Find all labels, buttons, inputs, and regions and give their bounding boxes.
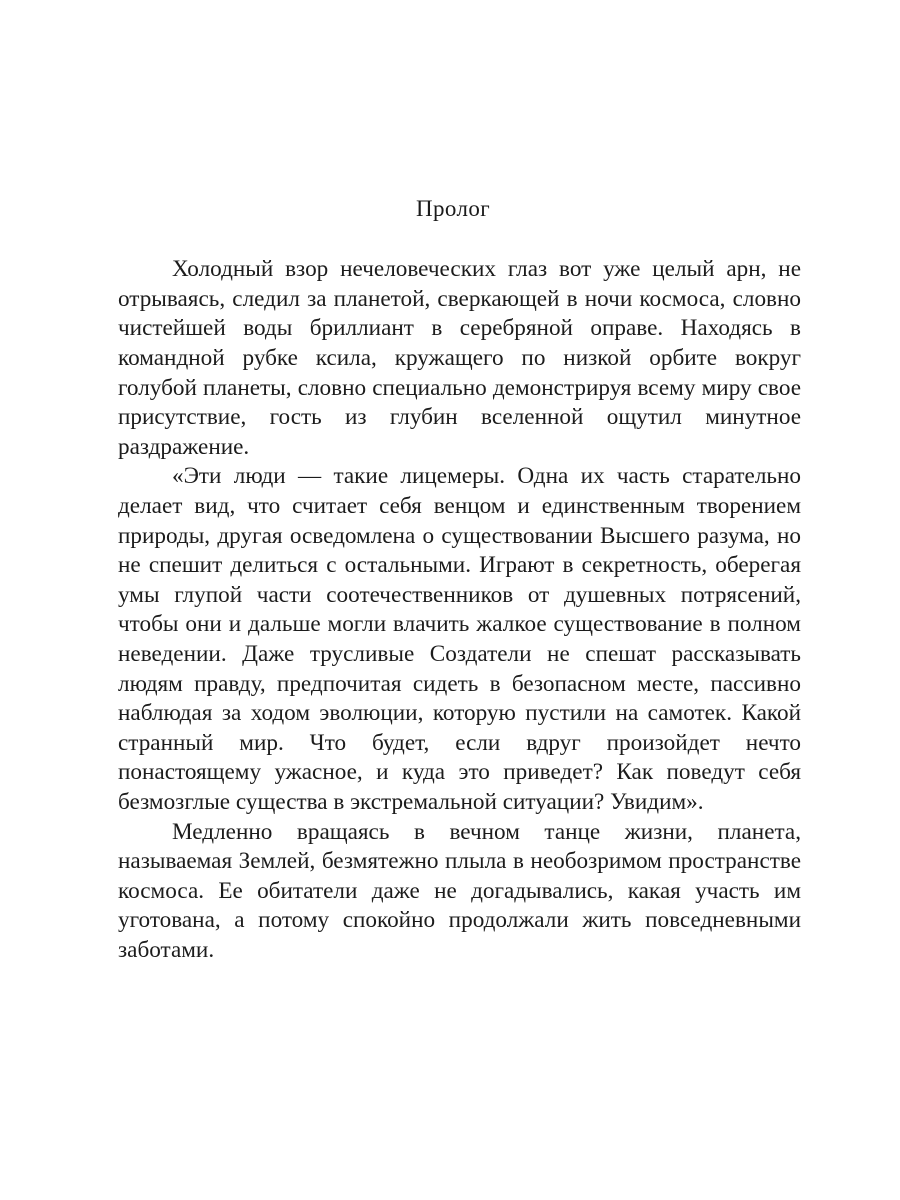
paragraph-1: Холодный взор нечеловеческих глаз вот уже целый арн, не отрываясь, следил за планетой, сверкающей в ночи космоса, словно чистейшей воды бриллиант в серебряной оправе. Находясь в командной рубке ксила, кружащего по низкой орбите вокруг голубой планеты, словно специально демонстрируя всему миру свое присутствие, гость из глубин вселенной ощутил минутное раздражение. [118, 256, 801, 460]
paragraph-3: Медленно вращаясь в вечном танце жизни, планета, называемая Землей, безмятежно плыла в необозримом пространстве космоса. Ее обитатели даже не догадывались, какая участь им уготована, а потому спокойно продолжали жить повседневными заботами. [118, 818, 801, 963]
paragraph-2: «Эти люди — такие лицемеры. Одна их часть старательно делает вид, что считает себя венцом и единственным творением природы, другая осведомлена о существовании Высшего разума, но не спешит делиться с остальными. Играют в секретность, оберегая умы глупой части соотечественников от душевных потрясений, чтобы они и дальше могли влачить жалкое существование в полном неведении. Даже трусливые Создатели не спешат рассказывать людям правду, предпочитая сидеть в безопасном месте, пассивно наблюдая за ходом эволюции, которую пустили на самотек. Какой странный мир. Что будет, если вдруг произойдет нечто понастоящему ужасное, и куда это приведет? Как поведут себя безмозглые существа в экстремальной ситуации? Увидим». [118, 463, 801, 815]
chapter-heading: Пролог [416, 196, 491, 221]
page-content [118, 196, 801, 966]
body-text-block [118, 255, 801, 965]
